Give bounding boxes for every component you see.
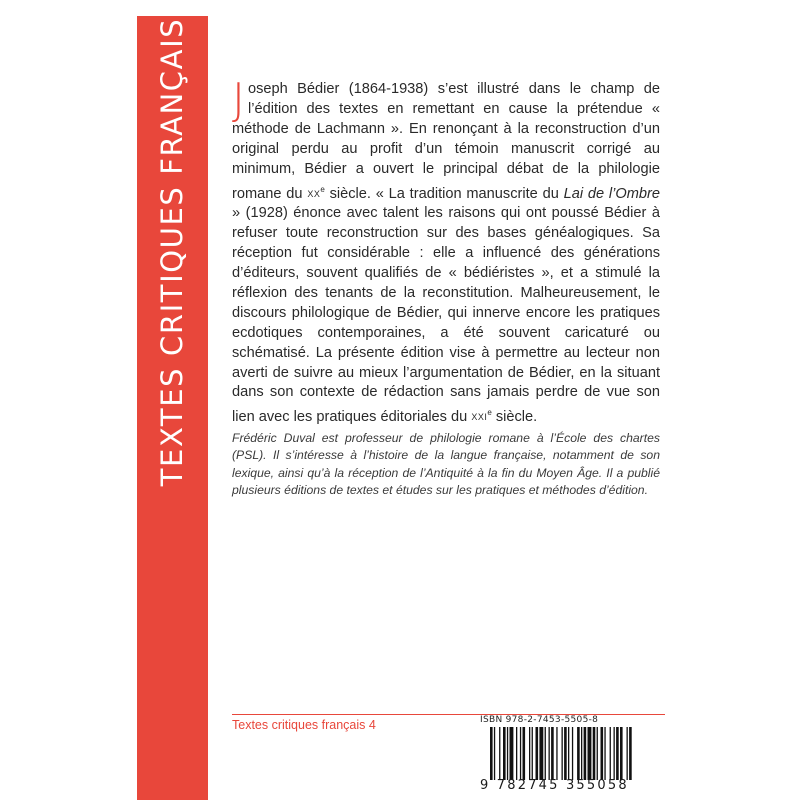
- barcode: [490, 727, 666, 780]
- blurb-text-4: siècle.: [491, 409, 538, 426]
- century-numeral: XX: [307, 188, 321, 199]
- back-cover-blurb: [232, 74, 660, 428]
- author-bio: Frédéric Duval est professeur de philologie romane à l’École des chartes (PSL). Il s’intéresse à l’histoire de la langue française, notamment de son lexique, ainsi qu’à la réception de l’Antiquité à la fin du Moyen Âge. Il a publié plusieurs éditions de textes et études sur les pratiques et méthodes d’édition.: [232, 431, 660, 498]
- century-numeral: XXI: [471, 412, 488, 423]
- blurb-paragraph: [232, 74, 660, 428]
- spine-title: TEXTES CRITIQUES FRANÇAIS: [155, 17, 189, 487]
- blurb-text-2: siècle. « La tradition manuscrite du: [324, 185, 564, 202]
- barcode-digits: 9 782745 355058: [480, 778, 629, 793]
- isbn-label: ISBN 978-2-7453-5505-8: [480, 715, 599, 725]
- century-suffix: e: [320, 184, 325, 194]
- series-label: Textes critiques français 4: [232, 718, 376, 732]
- work-title: Lai de l’Ombre: [563, 185, 660, 202]
- blurb-text-3: » (1928) énonce avec talent les raisons qui ont poussé Bédier à refuser toute reconstruction sur des bases généalogiques. Sa réception fut considérable : elle a influencé des générations d’éditeurs, souvent qualifiés de « bédiéristes », et a stimulé la réflexion des tenants de la reconstitution. Malheureusement, le discours philologique de Bédier, qui innerve encore les pratiques ecdotiques contemporaines, a été souvent caricaturé ou schématisé. La présente édition vise à permettre au lecteur non averti de suivre au mieux l’argumentation de Bédier, en la situant dans son contexte de rédaction sans jamais perdre de vue son lien avec les pratiques éditoriales du: [232, 205, 660, 426]
- footer-divider: [232, 714, 665, 715]
- drop-cap: J: [232, 74, 245, 125]
- century-suffix: e: [487, 408, 492, 418]
- blurb-text-1: oseph Bédier (1864-1938) s’est illustré dans le champ de l’édition des textes en remettant en cause la prétendue « méthode de Lachmann ». En renonçant à la reconstruction d’un original perdu au profit d’un témoin manuscrit corrigé au minimum, Bédier a ouvert le principal débat de la philologie romane du: [232, 81, 660, 202]
